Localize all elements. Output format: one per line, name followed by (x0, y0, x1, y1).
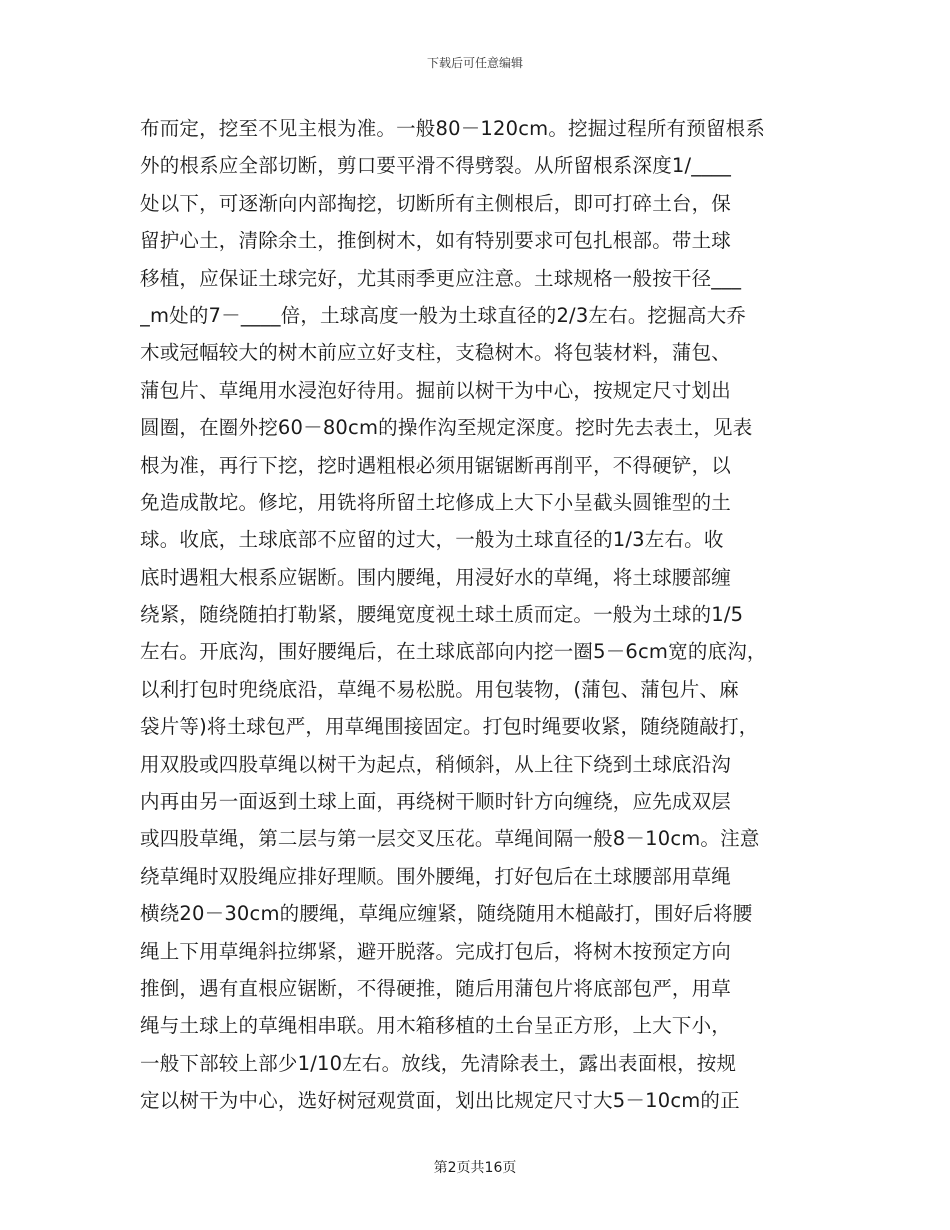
text-line: 绳上下用草绳斜拉绑紧，避开脱落。完成打包后，将树木按预定方向 (140, 939, 732, 963)
text-line: 左右。开底沟，围好腰绳后，在土球底部向内挖一圈5－6cm宽的底沟， (140, 640, 767, 664)
text-line: 用双股或四股草绳以树干为起点，稍倾斜，从上往下绕到土球底沿沟 (140, 752, 732, 776)
text-line: 内再由另一面返到土球上面，再绕树干顺时针方向缠绕，应先成双层 (140, 790, 732, 814)
text-line: 留护心土，清除余土，推倒树木，如有特别要求可包扎根部。带土球 (140, 229, 732, 253)
page-number: 第2页共16页 (433, 1160, 517, 1176)
text-line: 横绕20－30cm的腰绳，草绳应缠紧，随绕随用木槌敲打，围好后将腰 (140, 902, 753, 926)
text-line: 底时遇粗大根系应锯断。围内腰绳，用浸好水的草绳，将土球腰部缠 (140, 565, 732, 589)
text-line: 处以下，可逐渐向内部掏挖，切断所有主侧根后，即可打碎土台，保 (140, 191, 732, 215)
text-line: 木或冠幅较大的树木前应立好支柱，支稳树木。将包装材料，蒲包、 (140, 341, 732, 365)
text-line: 移植，应保证土球完好，尤其雨季更应注意。土球规格一般按干径___ (140, 266, 742, 290)
text-line: 根为准，再行下挖，挖时遇粗根必须用锯锯断再削平，不得硬铲，以 (140, 453, 732, 477)
text-line: 定以树干为中心，选好树冠观赏面，划出比规定尺寸大5－10cm的正 (140, 1089, 740, 1113)
text-line: 圆圈，在圈外挖60－80cm的操作沟至规定深度。挖时先去表土，见表 (140, 416, 753, 440)
text-line: 绕草绳时双股绳应排好理顺。围外腰绳，打好包后在土球腰部用草绳 (140, 864, 732, 888)
text-line: 或四股草绳，第二层与第一层交叉压花。草绳间隔一般8－10cm。注意 (140, 827, 760, 851)
text-line: 一般下部较上部少1/10左右。放线，先清除表土，露出表面根，按规 (140, 1051, 737, 1075)
text-line: 外的根系应全部切断，剪口要平滑不得劈裂。从所留根系深度1/____ (140, 154, 732, 178)
text-line: 以利打包时兜绕底沿，草绳不易松脱。用包装物，(蒲包、蒲包片、麻 (140, 677, 739, 701)
text-line: 免造成散坨。修坨，用铣将所留土坨修成上大下小呈截头圆锥型的土 (140, 490, 732, 514)
header-note: 下载后可任意编辑 (426, 56, 523, 70)
text-line: 推倒，遇有直根应锯断，不得硬推，随后用蒲包片将底部包严，用草 (140, 976, 732, 1000)
text-line: 绕紧，随绕随拍打勒紧，腰绳宽度视土球土质而定。一般为土球的1/5 (140, 603, 744, 627)
text-line: 蒲包片、草绳用水浸泡好待用。掘前以树干为中心，按规定尺寸划出 (140, 378, 732, 402)
text-line: _m处的7－____倍，土球高度一般为土球直径的2/3左右。挖掘高大乔 (140, 303, 747, 327)
body-text (140, 110, 820, 1120)
text-line: 布而定，挖至不见主根为准。一般80－120cm。挖掘过程所有预留根系 (140, 117, 766, 140)
text-line: 绳与土球上的草绳相串联。用木箱移植的土台呈正方形，上大下小， (140, 1014, 732, 1038)
text-line: 球。收底，土球底部不应留的过大，一般为土球直径的1/3左右。收 (140, 528, 724, 552)
text-line: 袋片等)将土球包严，用草绳围接固定。打包时绳要收紧，随绕随敲打， (140, 715, 759, 739)
